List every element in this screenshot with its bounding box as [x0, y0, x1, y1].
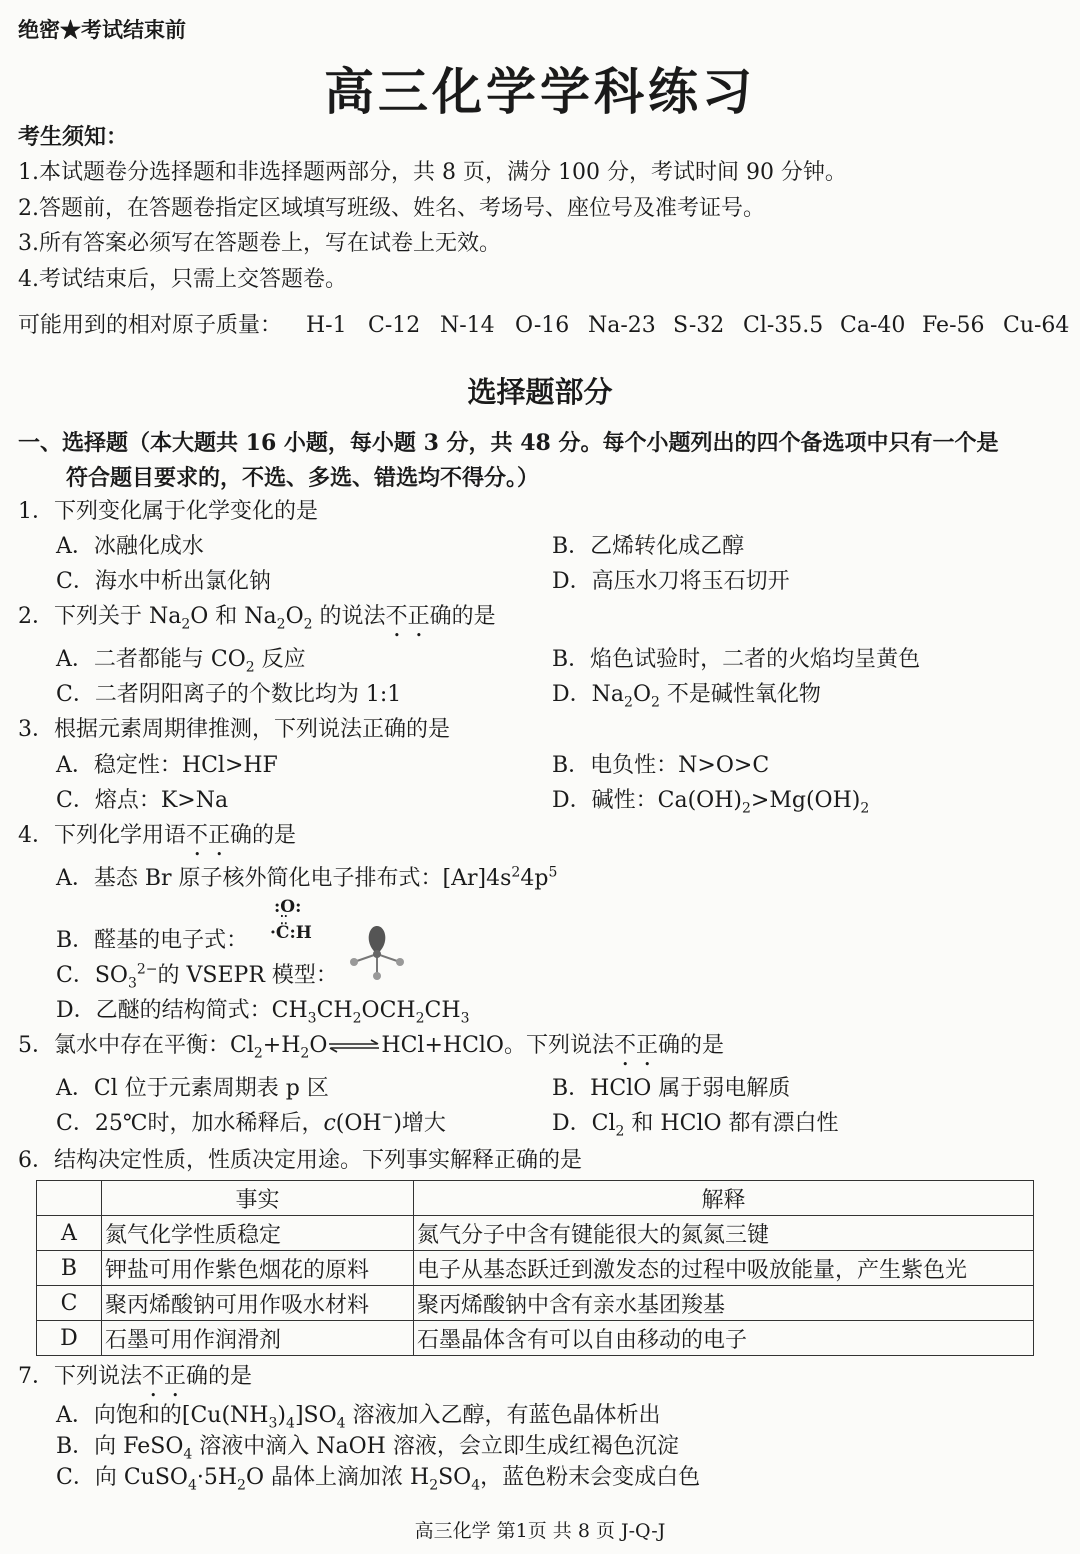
atomic-mass-n: N-14	[440, 313, 495, 338]
q7-option-c: C．向 $CuSO_4\cdot 5H_2O$ 晶体上滴加浓 $H_2SO_4$，蓝色粉末会变成白色	[56, 1465, 701, 1494]
q3-option-c: C．熔点：K>Na	[56, 788, 229, 813]
q2-option-d: D．$Na_2O_2$ 不是碱性氧化物	[552, 682, 821, 711]
page-footer: 高三化学 第1页 共 8 页 J-Q-J	[414, 1520, 666, 1542]
q5-option-a: A．Cl 位于元素周期表 p 区	[56, 1076, 329, 1101]
table-cell-option: B	[37, 1251, 102, 1286]
q3-stem: 3．根据元素周期律推测，下列说法正确的是	[18, 717, 450, 742]
atomic-mass-label: 可能用到的相对原子质量：	[18, 313, 283, 338]
q5-option-c: C．25℃时，加水稀释后，c(OH−)增大	[56, 1109, 446, 1136]
q1-option-d: D．高压水刀将玉石切开	[552, 569, 790, 594]
q5-option-d: D．$Cl_2$ 和 HClO 都有漂白性	[552, 1111, 839, 1140]
atomic-mass-cl: Cl-35.5	[743, 313, 824, 338]
q4-option-c: C．$SO_3^{2-}$的 VSEPR 模型：	[56, 961, 338, 992]
q6-table	[36, 1180, 1034, 1356]
table-header-cell: 解释	[414, 1181, 1034, 1216]
atomic-mass-cu: Cu-64	[1003, 313, 1070, 338]
q1-option-b: B．乙烯转化成乙醇	[552, 534, 745, 559]
table-cell-explanation: 聚丙烯酸钠中含有亲水基团羧基	[414, 1286, 1034, 1321]
table-header-row	[37, 1181, 1034, 1216]
q2-stem: 2．下列关于 $Na_2O$ 和 $Na_2O_2$ 的说法不正确的是	[18, 604, 496, 633]
notice-item-3: 3.所有答案必须写在答题卷上，写在试卷上无效。	[18, 231, 501, 256]
atomic-mass-s: S-32	[673, 313, 725, 338]
q3-option-d: D．碱性：$Ca(OH)_2>Mg(OH)_2$	[552, 788, 870, 817]
q1-option-a: A．冰融化成水	[56, 534, 204, 559]
q2-option-a: A．二者都能与 $CO_2$ 反应	[56, 647, 306, 676]
table-cell-option: C	[37, 1286, 102, 1321]
table-cell-option: D	[37, 1321, 102, 1356]
q2-option-c: C．二者阴阳离子的个数比均为 1:1	[56, 682, 402, 707]
part1-instructions-line2: 符合题目要求的，不选、多选、错选均不得分。）	[66, 465, 540, 491]
q2-option-b: B．焰色试验时，二者的火焰均呈黄色	[552, 647, 921, 672]
notice-item-1: 1.本试题卷分选择题和非选择题两部分，共 8 页，满分 100 分，考试时间 90 分钟。	[18, 160, 847, 185]
q4-option-a: A．基态 Br 原子核外简化电子排布式：$[Ar]4s^24p^5$	[56, 864, 558, 891]
q7-option-b: B．向 FeSO$_4$ 溶液中滴入 NaOH 溶液，会立即生成红褐色沉淀	[56, 1434, 679, 1463]
q7-option-a: A．向饱和的$[Cu(NH_3)_4]SO_4$ 溶液加入乙醇，有蓝色晶体析出	[56, 1403, 661, 1432]
table-header-cell	[37, 1181, 102, 1216]
table-header-cell: 事实	[102, 1181, 414, 1216]
table-cell-fact: 石墨可用作润滑剂	[102, 1321, 414, 1356]
table-cell-option: A	[37, 1216, 102, 1251]
q3-option-b: B．电负性：N>O>C	[552, 753, 770, 778]
q4-option-b: B．醛基的电子式：	[56, 928, 249, 953]
table-cell-fact: 氮气化学性质稳定	[102, 1216, 414, 1251]
atomic-mass-c: C-12	[368, 313, 421, 338]
atomic-mass-o: O-16	[515, 313, 570, 338]
table-cell-fact: 聚丙烯酸钠可用作吸水材料	[102, 1286, 414, 1321]
q4-stem: 4．下列化学用语不正确的是	[18, 823, 297, 848]
atomic-mass-na: Na-23	[588, 313, 656, 338]
vsepr-model-diagram	[346, 922, 410, 980]
table-cell-explanation: 氮气分子中含有键能很大的氮氮三键	[414, 1216, 1034, 1251]
table-cell-fact: 钾盐可用作紫色烟花的原料	[102, 1251, 414, 1286]
q1-stem: 1．下列变化属于化学变化的是	[18, 499, 318, 524]
part1-instructions-line1: 一、选择题（本大题共 16 小题，每小题 3 分，共 48 分。每个小题列出的四个备选项中只有一个是	[18, 430, 999, 456]
q5-stem: 5．氯水中存在平衡：$Cl_2+H_2O$ HCl+HClO。下列说法不正确的是	[18, 1033, 725, 1062]
notice-item-4: 4.考试结束后，只需上交答题卷。	[18, 267, 347, 292]
atomic-mass-h: H-1	[306, 313, 347, 338]
q3-option-a: A．稳定性：HCl>HF	[56, 753, 278, 778]
notice-heading: 考生须知：	[18, 124, 129, 150]
atomic-mass-fe: Fe-56	[922, 313, 985, 338]
confidential-label: 绝密★考试结束前	[18, 17, 186, 42]
table-row	[37, 1251, 1034, 1286]
q1-option-c: C．海水中析出氯化钠	[56, 569, 271, 594]
equilibrium-arrow-icon	[327, 1039, 381, 1053]
table-row	[37, 1216, 1034, 1251]
table-row	[37, 1286, 1034, 1321]
page-title: 高三化学学科练习	[324, 62, 756, 121]
q6-stem: 6．结构决定性质，性质决定用途。下列事实解释正确的是	[18, 1148, 582, 1173]
table-row	[37, 1321, 1034, 1356]
atomic-mass-ca: Ca-40	[840, 313, 906, 338]
notice-item-2: 2.答题前，在答题卷指定区域填写班级、姓名、考场号、座位号及准考证号。	[18, 196, 765, 221]
section-title: 选择题部分	[467, 375, 613, 409]
q4-option-d: D．乙醚的结构简式：$CH_3CH_2OCH_2CH_3$	[56, 998, 470, 1027]
q7-stem: 7．下列说法不正确的是	[18, 1364, 253, 1389]
table-cell-explanation: 电子从基态跃迁到激发态的过程中吸放能量，产生紫色光	[414, 1251, 1034, 1286]
q5-option-b: B．HClO 属于弱电解质	[552, 1076, 791, 1101]
table-cell-explanation: 石墨晶体含有可以自由移动的电子	[414, 1321, 1034, 1356]
aldehyde-electron-formula: :O: ⁚⁚ ·C:H	[270, 897, 312, 943]
